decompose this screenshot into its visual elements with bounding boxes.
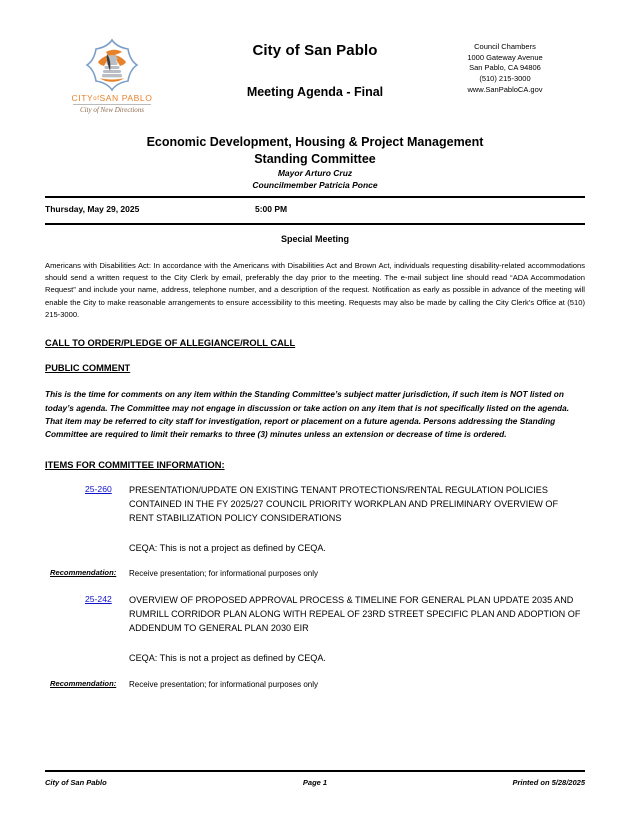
ada-notice: Americans with Disabilities Act: In accordance with the Americans with Disabilities Act and Brown Act, individuals requesting disability-related accommodations should send a written request to the City Clerk by email, preferably the day prior to the meeting. The e-mail subject line should read “ADA Accommodation Request” and include your name, address, telephone number, and a description of the request. Notification as early as possible in advance of the meeting will enable the City to make reasonable arrangements to ensure accessibility to this meeting. Requests may also be made by calling the City Clerk’s Office at (510) 215-3000.	[45, 260, 585, 319]
agenda-item-number[interactable]	[45, 484, 129, 556]
meeting-time: 5:00 PM	[255, 203, 288, 214]
recommendation-label: Recommendation:	[50, 568, 117, 578]
document-header	[45, 34, 585, 130]
contact-line: San Pablo, CA 94806	[469, 63, 541, 73]
agenda-item-title: OVERVIEW OF PROPOSED APPROVAL PROCESS & TIMELINE FOR GENERAL PLAN UPDATE 2035 AND RUMRILL CORRIDOR PLAN ALONG WITH REPEAL OF 23RD STREET SPECIFIC PLAN AND ADOPTION OF ADDENDUM TO GENERAL PLAN 2030 EIR	[129, 595, 581, 634]
agenda-item	[45, 484, 585, 556]
committee-name-line1: Economic Development, Housing & Project Management	[146, 135, 484, 149]
footer-page-number: Page 1	[302, 778, 328, 787]
meeting-info-row	[45, 198, 585, 219]
meeting-type: Special Meeting	[280, 233, 350, 244]
agenda-item-recommendation	[45, 679, 585, 691]
header-divider-bottom	[45, 223, 585, 225]
agenda-item-body	[129, 484, 585, 556]
public-comment-description: This is the time for comments on any item within the Standing Committee’s subject matter jurisdiction, if such item is NOT listed on today’s agenda. The Committee may not engage in discussion or take action on any item that is not specifically listed on the agenda. That item may be referred to city staff for investigation, report or placement on a future agenda. Persons addressing the Standing Committee are required to limit their remarks to three (3) minutes unless an extension or decrease of time is ordered.	[45, 389, 570, 440]
document-footer	[45, 770, 585, 787]
section-call-to-order: CALL TO ORDER/PLEDGE OF ALLEGIANCE/ROLL CALL	[45, 338, 296, 349]
agenda-item-ceqa: CEQA: This is not a project as defined by CEQA.	[129, 653, 326, 664]
logo-tagline: City of New Directions	[79, 106, 145, 114]
recommendation-text: Receive presentation; for informational purposes only	[129, 569, 318, 579]
agenda-item-title: PRESENTATION/UPDATE ON EXISTING TENANT PROTECTIONS/RENTAL REGULATION POLICIES CONTAINED IN THE FY 2025/27 COUNCIL PRIORITY WORKPLAN AND PRELIMINARY OVERVIEW OF RENT STABILIZATION POLICY CONSIDERATIONS	[129, 484, 559, 523]
footer-printed-date: Printed on 5/28/2025	[512, 778, 585, 787]
document-content	[45, 34, 585, 691]
section-items-for-committee-information: ITEMS FOR COMMITTEE INFORMATION:	[45, 459, 225, 470]
agenda-item-ceqa: CEQA: This is not a project as defined by CEQA.	[129, 542, 326, 553]
logo-wordmark	[63, 93, 161, 103]
recommendation-label: Recommendation:	[50, 679, 117, 689]
city-logo	[63, 38, 161, 114]
header-titles	[185, 42, 445, 99]
logo-wordmark-name: SAN PABLO	[99, 93, 153, 103]
section-public-comment: PUBLIC COMMENT	[45, 363, 131, 374]
contact-block	[425, 42, 585, 95]
agenda-item	[45, 594, 585, 666]
contact-website[interactable]: www.SanPabloCA.gov	[467, 84, 543, 94]
document-title: Meeting Agenda - Final	[246, 85, 384, 99]
meeting-date: Thursday, May 29, 2025	[45, 203, 140, 214]
contact-line: (510) 215-3000	[479, 73, 531, 83]
agenda-item-recommendation	[45, 568, 585, 580]
recommendation-text: Receive presentation; for informational purposes only	[129, 680, 318, 690]
agenda-item-body	[129, 594, 585, 666]
logo-divider	[73, 104, 151, 105]
contact-line: 1000 Gateway Avenue	[467, 52, 543, 62]
committee-member: Councilmember Patricia Ponce	[252, 180, 378, 191]
logo-wordmark-of: of	[93, 95, 100, 102]
committee-block	[45, 134, 585, 192]
committee-name-line2: Standing Committee	[254, 151, 376, 166]
agenda-item-number-link[interactable]: 25-242	[85, 594, 112, 605]
footer-city-name: City of San Pablo	[45, 778, 107, 787]
committee-member: Mayor Arturo Cruz	[277, 168, 353, 178]
logo-wordmark-city: CITY	[71, 93, 94, 103]
contact-line: Council Chambers	[474, 42, 536, 51]
agenda-item-number-link[interactable]: 25-260	[85, 483, 112, 494]
san-pablo-city-seal-icon	[85, 38, 139, 92]
agenda-item-number[interactable]	[45, 594, 129, 666]
organization-title: City of San Pablo	[252, 42, 378, 59]
